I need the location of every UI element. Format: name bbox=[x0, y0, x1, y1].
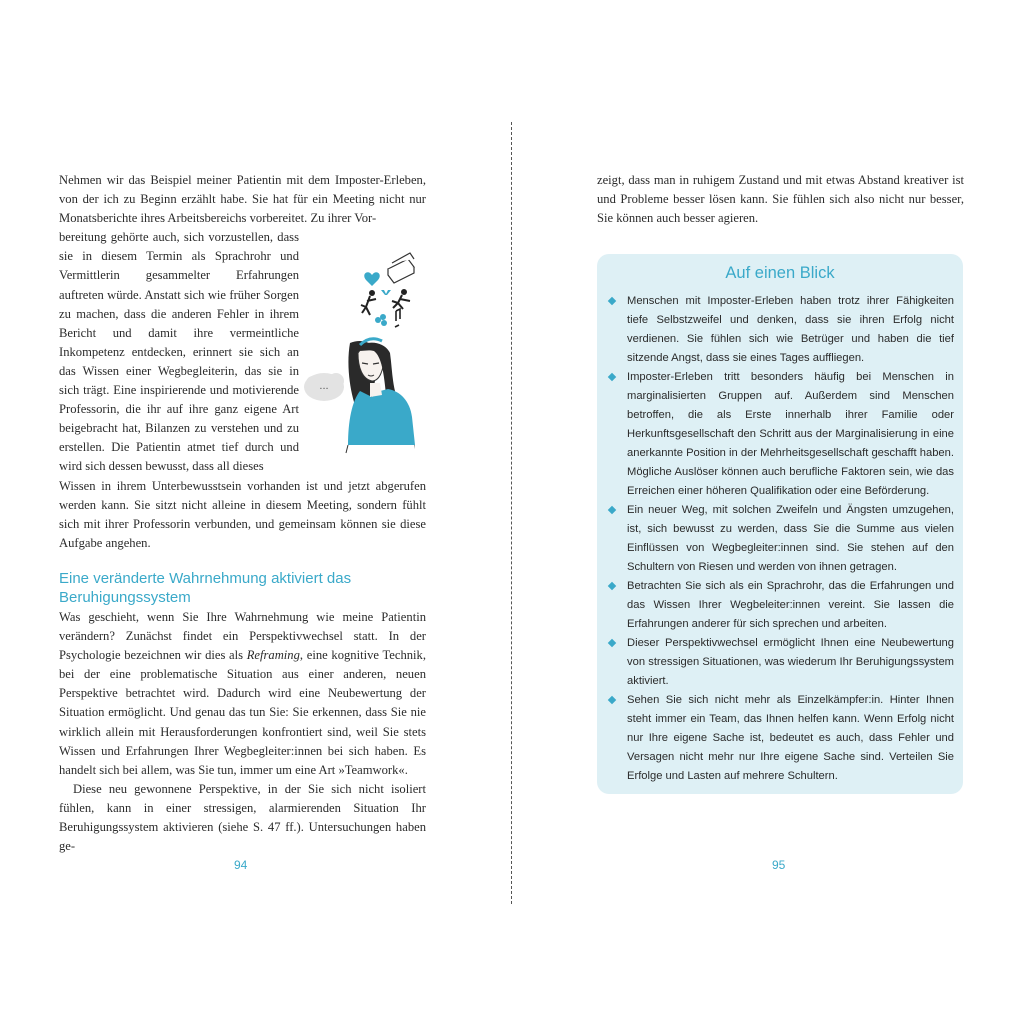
section-heading: Eine veränderte Wahrnehmung aktiviert das Beruhigungssystem bbox=[59, 570, 352, 606]
diamond-bullet-icon bbox=[608, 506, 616, 514]
figures-icon bbox=[361, 289, 410, 315]
diamond-bullet-icon bbox=[608, 696, 616, 704]
butterfly-icon bbox=[381, 290, 391, 295]
summary-item bbox=[607, 368, 954, 501]
page-number-right: 95 bbox=[772, 858, 786, 872]
body-text-bottom bbox=[59, 608, 426, 856]
summary-item bbox=[607, 577, 954, 634]
reframing-term: Reframing bbox=[246, 648, 300, 663]
paragraph-perspective: Diese neu gewonnene Perspektive, in der Sie sich nicht isoliert fühlen, kann in einer stressigen, alarmierenden Situation Ihr Beruhigungssystem aktivieren (siehe S. 47 ff.). Untersuchungen haben ge- bbox=[59, 781, 426, 854]
books-icon bbox=[388, 253, 414, 283]
diamond-bullet-icon bbox=[608, 297, 616, 305]
summary-list bbox=[607, 292, 954, 786]
paragraph-conclusion: zeigt, dass man in ruhigem Zustand und mit etwas Abstand kreativer ist und Probleme besser lösen kann. Sie fühlen sich also nicht nur besser, Sie können auch besser agieren. bbox=[597, 173, 964, 226]
summary-item bbox=[607, 634, 954, 691]
diamond-bullet-icon bbox=[608, 373, 616, 381]
summary-item bbox=[607, 292, 954, 368]
page-number-left: 94 bbox=[234, 858, 248, 872]
music-notes-icon bbox=[395, 309, 400, 327]
summary-item bbox=[607, 691, 954, 786]
diamond-bullet-icon bbox=[608, 639, 616, 647]
paragraph-continued: Wissen in ihrem Unterbewusstsein vorhanden ist und jetzt abgerufen werden kann. Sie sitzt nicht alleine in diesem Meeting, sondern fühlt sich mit ihrer Professorin verbunden, und gemeinsam können sie diese Aufgabe angehen. bbox=[59, 478, 426, 550]
body-text-right bbox=[597, 171, 964, 228]
summary-box bbox=[597, 254, 963, 794]
woman-thinking-illustration bbox=[300, 245, 415, 455]
paragraph-intro: Nehmen wir das Beispiel meiner Patientin mit dem Imposter-Erleben, von der ich zu Beginn erzählt habe. Sie hat für ein Meeting nicht nur Monatsberichte ihres Arbeitsbereichs vorbereitet. Zu ihrer Vor- bbox=[59, 173, 426, 226]
summary-item-text: Menschen mit Imposter-Erleben haben trotz ihrer Fähigkeiten tiefe Selbstzweifel und denken, dass sie ihren Erfolg nicht verdienen. Sie fühlen sich wie Betrüger und haben die tief sitzende Angst, dass sie eines Tages auffliegen. bbox=[627, 295, 954, 364]
shirt-shape bbox=[348, 389, 415, 445]
summary-box-title: Auf einen Blick bbox=[725, 264, 835, 282]
summary-item bbox=[607, 501, 954, 577]
flower-icon bbox=[375, 314, 387, 326]
paragraph-reframing-part1: Was geschieht, wenn Sie Ihre Wahrnehmung wie meine Patientin verändern? Zunächst findet ein Perspektivwechsel statt. In der Psychologie bezeichnen wir dies als bbox=[59, 610, 426, 663]
summary-item-text: Dieser Perspektivwechsel ermöglicht Ihnen eine Neubewertung von stressigen Situationen, was wiederum Ihr Beruhigungssystem aktiviert. bbox=[627, 637, 954, 687]
summary-item-text: Imposter-Erleben tritt besonders häufig bei Menschen in marginalisierten Gruppen auf. Außerdem sind Menschen betroffen, die als Erste innerhalb ihrer Familie oder Herkunftsgesellschaft den Schritt aus der Marginalisierung in eine anerkannte Position in der Mehrheitsgesellschaft geschafft haben. Mögliche Auslöser können auch berufliche Faktoren sein, wie das Erreichen einer höheren Qualifikation oder eine Beförderung. bbox=[627, 371, 954, 497]
heart-icon bbox=[364, 272, 379, 286]
speech-bubble bbox=[304, 373, 344, 401]
paragraph-wrap-around-illustration: bereitung gehörte auch, sich vorzustellen, dass sie in diesem Termin als Sprachrohr und Vermittlerin gesammelter Erfahrungen auftreten würde. Anstatt sich wie früher Sorgen zu machen, dass die anderen Fehler in ihrem Bericht und damit ihre vermeintliche Inkompetenz entdecken, erinnert sie sich an das Wissen einer Wegbegleiterin, das sie in sich trägt. Eine inspirierende und motivierende Professorin, die ihr auf ihre ganz eigene Art beigebracht hat, Bilanzen zu verstehen und zu erstellen. Die Patientin atmet tief durch und wird sich dessen bewusst, dass all dieses bbox=[59, 230, 299, 474]
summary-item-text: Sehen Sie sich nicht mehr als Einzelkämpfer:in. Hinter Ihnen steht immer ein Team, das Ihnen helfen kann. Wenn Erfolg nicht nur Ihre eigene Sache ist, bedeutet es auch, dass Fehler und Versagen nicht mehr nur Ihre eigene Sache sind. Verteilen Sie Erfolge und Lasten auf mehrere Schultern. bbox=[627, 694, 954, 782]
diamond-bullet-icon bbox=[608, 582, 616, 590]
speech-bubble-text: ... bbox=[319, 380, 329, 392]
paragraph-reframing bbox=[59, 608, 426, 780]
summary-item-text: Betrachten Sie sich als ein Sprachrohr, das die Erfahrungen und das Wissen Ihrer Wegbeleiter:innen vereint. Sie lassen die Erfahrungen anderer für sich sprechen und arbeiten. bbox=[627, 580, 954, 630]
summary-item-text: Ein neuer Weg, mit solchen Zweifeln und Ängsten umzugehen, ist, sich bewusst zu werden, dass Sie die Summe aus vielen Einflüssen von Wegbegleiter:innen sind. Sie stehen auf den Schultern von Riesen und werden von ihnen getragen. bbox=[627, 504, 954, 573]
paragraph-reframing-part2: , eine kognitive Technik, bei der eine problematische Situation aus einer anderen, neuen Perspektive betrachtet wird. Dadurch wird eine Neubewertung der Situation ermöglicht. Und genau das tun Sie: Sie erkennen, dass Sie nie wirklich allein mit Herausforderungen konfrontiert sind, weil Sie stets Wissen und Erfahrungen Ihrer Wegbegleiter:innen bei sich haben. Es handelt sich bei allem, was Sie tun, immer um eine Art »Teamwork«. bbox=[59, 648, 426, 777]
